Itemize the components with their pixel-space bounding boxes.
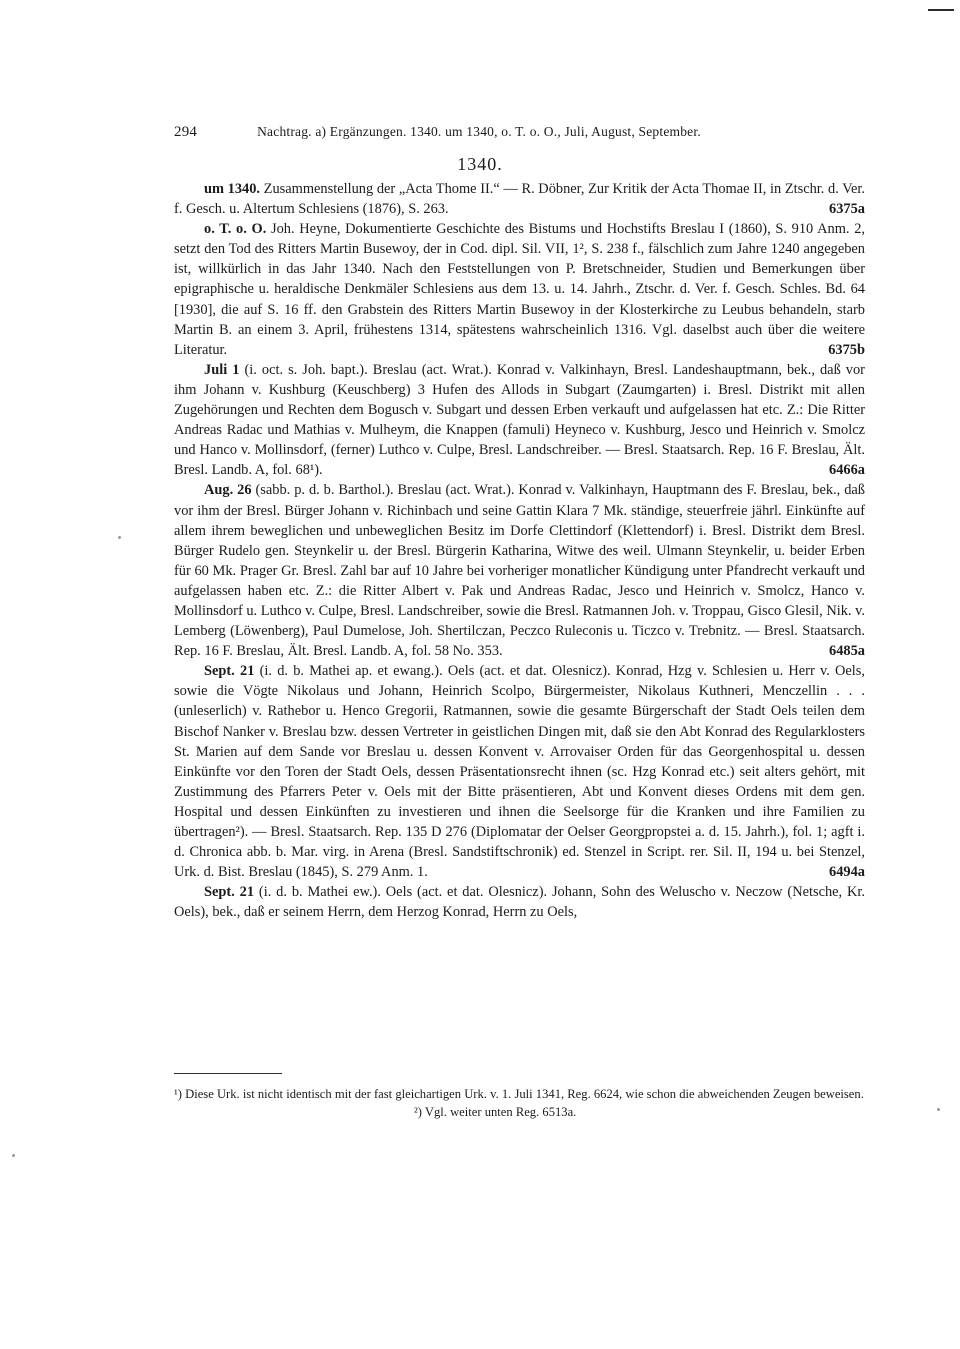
footnote: ²) Vgl. weiter unten Reg. 6513a. — [414, 1105, 577, 1119]
entry-text: (i. d. b. Mathei ap. et ewang.). Oels (act. et dat. Olesnicz). Konrad, Hzg v. Schlesien u. Herr v. Oels, sowie die Vögte Nikolaus und Johann, Heinrich Scolpo, Bürgermeister, Nikolaus Kuthneri, Menczellin . . . (unleserlich) v. Rathebor u. Henco Gregorii, Ratmannen, sowie die gesamte Bürgerschaft der Stadt Oels teilen dem Bischof Nanker v. Breslau bzw. dessen Vertreter in geistlichen Dingen mit, daß sie den Abt Konrad des Regularklosters St. Marien auf dem Sande vor Breslau u. dessen Konvent v. Arrovaiser Orden für das Georgenhospital u. dessen Einkünfte vor den Toren der Stadt Oels, dessen Präsentationsrecht ihnen (sc. Hzg Konrad etc.) seit alters gehört, mit Zustimmung des Pfarrers Peter v. Oels mit der Bitte präsentieren, Abt und Konvent dieses Ordens mit dem gen. Hospital und dessen Einkünften zu investieren und ihnen die Seelsorge für die Kranken und ihre Familien zu übertragen²). — Bresl. Staatsarch. Rep. 135 D 276 (Diplomatar der Oelser Georgpropstei a. d. 15. Jahrh.), fol. 1; agft i. d. Chronica abb. b. Mar. virg. in Arena (Bresl. Sandstiftschronik) ed. Stenzel in Script. rer. Sil. II, 194 u. bei Stenzel, Urk. d. Bist. Breslau (1845), S. 279 Anm. 1. — [174, 663, 865, 881]
entry-text: (i. oct. s. Joh. bapt.). Breslau (act. Wrat.). Konrad v. Valkinhayn, Bresl. Landeshauptmann, bek., daß vor ihm Johann v. Kushburg (Keuschberg) 3 Hufen des Allods in Subgart (Zaumgarten) i. Bresl. Distrikt mit allen Zugehörungen und Rechten dem Bogusch v. Subgart und dessen Erben verkauft und aufgelassen hat etc. Z.: Die Ritter Andreas Radac und Mathias v. Mulheym, die Knappen (famuli) Heyneco v. Kushburg, Jesco und Heinrich v. Smolcz und Hanco v. Mollinsdorf, (ferner) Luthco v. Culpe, Bresl. Landschreiber. — Bresl. Staatsarch. Rep. 16 F. Breslau, Ält. Bresl. Landb. A, fol. 68¹). — [174, 361, 865, 479]
regest-entry — [174, 179, 865, 219]
register-number: 6466a — [829, 462, 865, 479]
footnote-divider — [174, 1073, 282, 1074]
entry-date: Juli 1 — [204, 361, 240, 378]
entry-text: (i. d. b. Mathei ew.). Oels (act. et dat. Olesnicz). Johann, Sohn des Weluscho v. Neczow (Netsche, Kr. Oels), bek., daß er seinem Herrn, dem Herzog Konrad, Herrn zu Oels, — [174, 884, 865, 921]
entry-text: (sabb. p. d. b. Barthol.). Breslau (act. Wrat.). Konrad v. Valkinhayn, Hauptmann des F. Breslau, bek., daß vor ihm der Bresl. Bürger Johann v. Richinbach und seine Gattin Klara 7 Mk. ständige, steuerfreie jährl. Einkünfte auf allem ihrem beweglichen und unbeweglichen Besitz im Dorfe Clettindorf (Klettendorf) i. Bresl. Distrikt dem Bresl. Bürger Rudelo gen. Steynkelir u. der Bresl. Bürgerin Katharina, Witwe des weil. Ulmann Steynkelir, u. beider Erben für 60 Mk. Prager Gr. Bresl. Zahl bar auf 10 Jahre bei vorheriger monatlicher Kündigung unter Pfandrecht verkauft und aufgelassen haben etc. Z.: die Ritter Albert v. Pak und Andreas Radac, Jesco und Heinrich v. Smolcz, Hanco v. Mollinsdorf u. Luthco v. Culpe, Bresl. Landschreiber, sowie die Bresl. Ratmannen Joh. v. Troppau, Gisco Glesil, Nik. v. Lemberg (Löwenberg), Paul Dumelose, Joh. Shertilczan, Peczco Ruleconis u. Ticzco v. Trebnitz. — Bresl. Staatsarch. Rep. 16 F. Breslau, Ält. Bresl. Landb. A, fol. 58 No. 353. — [174, 482, 865, 660]
footnotes — [174, 1085, 865, 1121]
running-header — [174, 124, 800, 141]
footnote: ¹) Diese Urk. ist nicht identisch mit der fast gleichartigen Urk. v. 1. Juli 1341, Reg. 6624, wie schon die abweichenden Zeugen beweisen. — [174, 1087, 864, 1101]
regest-entry — [174, 661, 865, 882]
register-number: 6375a — [829, 201, 865, 218]
regest-entry — [174, 882, 865, 922]
regest-entry — [174, 219, 865, 360]
regest-entry — [174, 480, 865, 661]
register-number: 6375b — [828, 341, 865, 358]
page-number: 294 — [174, 124, 198, 140]
scan-speck — [12, 1154, 15, 1157]
register-number: 6494a — [829, 864, 865, 881]
year-heading: 1340. — [457, 154, 503, 174]
scan-corner-mark — [928, 4, 954, 12]
scan-speck — [118, 536, 121, 539]
document-body — [174, 179, 865, 922]
entry-text: Zusammenstellung der „Acta Thome II.“ — R. Döbner, Zur Kritik der Acta Thomae II, in Ztschr. d. Ver. f. Gesch. u. Altertum Schlesiens (1876), S. 263. — [174, 181, 866, 218]
entry-date: Sept. 21 — [204, 663, 255, 680]
entry-date: Aug. 26 — [204, 482, 252, 499]
scan-speck — [937, 1108, 940, 1111]
register-number: 6485a — [829, 643, 865, 660]
entry-date: o. T. o. O. — [204, 221, 267, 238]
running-title: Nachtrag. a) Ergänzungen. 1340. um 1340, o. T. o. O., Juli, August, September. — [257, 124, 701, 139]
entry-date: Sept. 21 — [204, 884, 255, 901]
regest-entry — [174, 360, 865, 481]
entry-date: um 1340. — [204, 181, 261, 197]
entry-text: Joh. Heyne, Dokumentierte Geschichte des Bistums und Hochstifts Breslau I (1860), S. 910 Anm. 2, setzt den Tod des Ritters Martin Busewoy, der in Cod. dipl. Sil. VII, 1², S. 238 f., fälschlich zum Jahre 1240 angegeben ist, willkürlich in das Jahr 1340. Nach den Feststellungen von P. Bretschneider, Studien und Bemerkungen über epigraphische u. heraldische Denkmäler Schlesiens aus dem 13. u. 14. Jahrh., Ztschr. d. Ver. f. Gesch. Schles. Bd. 64 [1930], die auf S. 16 ff. den Grabstein des Ritters Martin Busewoy in der Klosterkirche zu Leubus behandeln, starb Martin B. an einem 3. April, frühestens 1314, spätestens wahrscheinlich 1316. Vgl. daselbst auch über die weitere Literatur. — [174, 221, 865, 358]
